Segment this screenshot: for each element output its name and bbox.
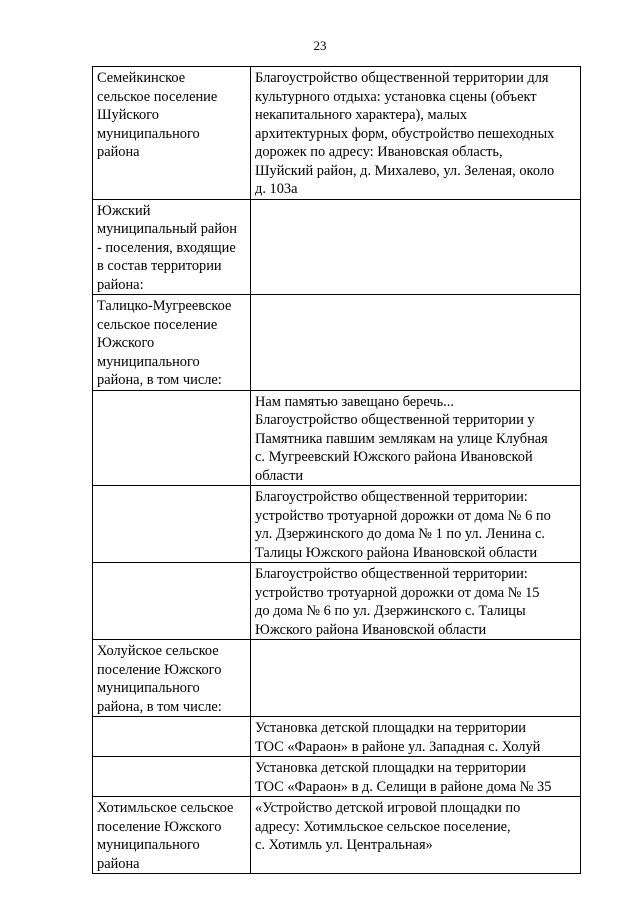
project-text-line: Памятника павшим землякам на улице Клубная (255, 430, 548, 447)
settlement-cell (93, 563, 251, 640)
settlement-text-line: муниципальный район (97, 221, 237, 237)
settlement-text-line: поселение Южского (97, 661, 222, 678)
settlement-text-line: Хотимльское сельское (97, 800, 234, 816)
project-cell (251, 390, 581, 486)
settlement-text-line: Южского (97, 335, 155, 351)
project-text-line: Благоустройство общественной территории: (255, 489, 528, 505)
table-row (93, 67, 581, 200)
project-text-line: Установка детской площадки на территории (255, 720, 526, 736)
project-text-line: Благоустройство общественной территории для (255, 70, 549, 86)
settlement-text-line: Талицко-Мугреевское (97, 298, 232, 314)
project-text-line: Благоустройство общественной территории: (255, 566, 528, 582)
project-text-line: культурного отдыха: установка сцены (объект (255, 88, 537, 105)
settlement-text-line: сельское поселение (97, 88, 218, 105)
settlement-cell (93, 717, 251, 757)
project-text-line: архитектурных форм, обустройство пешеходных (255, 125, 555, 142)
project-cell (251, 797, 581, 874)
settlement-text-line: сельское поселение (97, 316, 218, 333)
project-cell (251, 199, 581, 295)
settlement-text-line: муниципального (97, 353, 200, 370)
table-row (93, 797, 581, 874)
project-text-line: адресу: Хотимльское сельское поселение, (255, 818, 511, 835)
settlement-cell (93, 486, 251, 563)
settlement-text-line: района (97, 144, 140, 160)
settlement-text-line: Семейкинское (97, 70, 186, 86)
settlement-text-line: Холуйское сельское (97, 643, 219, 659)
project-cell (251, 67, 581, 200)
project-text-line: ул. Дзержинского до дома № 1 по ул. Ленина с. (255, 526, 545, 542)
table-row (93, 757, 581, 797)
project-text-line: ТОС «Фараон» в д. Селищи в районе дома № 35 (255, 778, 552, 795)
table-row (93, 640, 581, 717)
settlement-text-line: - поселения, входящие (97, 239, 236, 256)
project-text-line: Талицы Южского района Ивановской области (255, 544, 538, 561)
project-text-line: устройство тротуарной дорожки от дома № 6 по (255, 507, 551, 524)
project-text-line: Установка детской площадки на территории (255, 760, 526, 776)
settlement-text-line: района (97, 855, 140, 872)
project-text-line: ТОС «Фараон» в районе ул. Западная с. Холуй (255, 738, 541, 755)
settlement-text-line: муниципального (97, 837, 200, 853)
project-text-line: с. Мугреевский Южского района Ивановской (255, 449, 533, 465)
settlement-cell (93, 640, 251, 717)
project-text-line: дорожек по адресу: Ивановская область, (255, 144, 503, 160)
table-row (93, 717, 581, 757)
project-text-line: «Устройство детской игровой площадки по (255, 800, 521, 816)
project-text-line: с. Хотимль ул. Центральная» (255, 837, 433, 853)
settlement-cell (93, 67, 251, 200)
project-cell (251, 563, 581, 640)
project-text-line: д. 103а (255, 181, 298, 197)
project-text-line: Южского района Ивановской области (255, 621, 487, 638)
project-text-line: области (255, 467, 304, 484)
project-text-line: до дома № 6 по ул. Дзержинского с. Талицы (255, 603, 526, 619)
settlement-text-line: муниципального (97, 125, 200, 142)
settlement-cell (93, 757, 251, 797)
project-cell (251, 757, 581, 797)
table-row (93, 390, 581, 486)
project-text-line: некапитального характера), малых (255, 107, 468, 123)
project-text-line: Шуйский район, д. Михалево, ул. Зеленая, около (255, 162, 555, 179)
settlement-text-line: поселение Южского (97, 818, 222, 835)
table-row (93, 563, 581, 640)
project-cell (251, 640, 581, 717)
table-row (93, 486, 581, 563)
settlement-text-line: района: (97, 276, 144, 293)
settlement-cell (93, 199, 251, 295)
project-cell (251, 717, 581, 757)
settlement-text-line: района, в том числе: (97, 698, 222, 715)
settlement-cell (93, 797, 251, 874)
settlement-text-line: Шуйского (97, 107, 159, 123)
settlement-text-line: Южский (97, 202, 151, 219)
project-text-line: Благоустройство общественной территории у (255, 412, 535, 428)
project-cell (251, 486, 581, 563)
settlement-text-line: района, в том числе: (97, 372, 222, 388)
settlement-cell (93, 295, 251, 391)
settlement-cell (93, 390, 251, 486)
project-text-line: Нам памятью завещано беречь... (255, 393, 454, 410)
project-cell (251, 295, 581, 391)
settlement-text-line: муниципального (97, 680, 200, 696)
page-number: 23 (313, 38, 327, 53)
table-row (93, 295, 581, 391)
settlement-text-line: в состав территории (97, 258, 222, 274)
table-row (93, 199, 581, 295)
territories-table (92, 66, 581, 874)
project-text-line: устройство тротуарной дорожки от дома № 15 (255, 584, 540, 601)
